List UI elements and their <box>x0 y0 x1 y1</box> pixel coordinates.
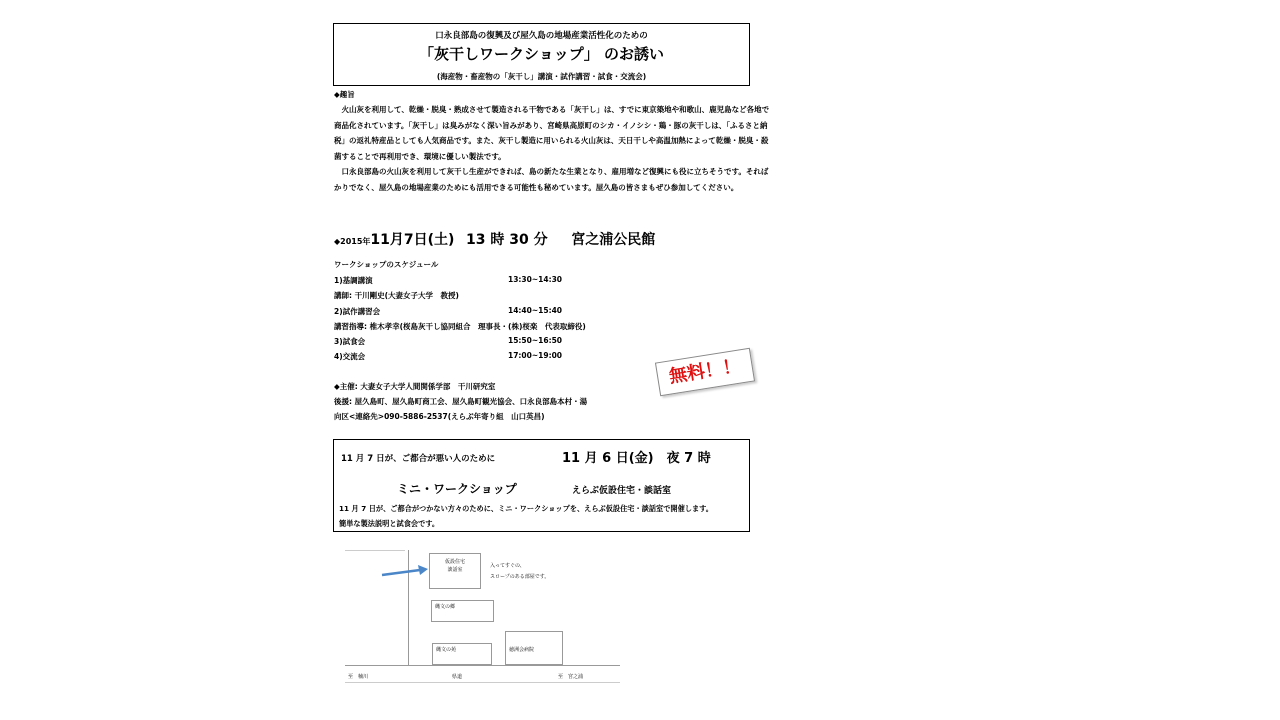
map-note-1: 入ってすぐの、 <box>490 563 525 569</box>
schedule-item-label: 1)基調講演 <box>334 276 373 285</box>
schedule-item <box>334 306 563 317</box>
event-venue: 宮之浦公民館 <box>571 232 656 248</box>
building-jomon-sono <box>432 643 492 665</box>
purpose-body <box>334 102 770 196</box>
schedule-item <box>334 336 563 347</box>
event-time: 13 時 30 分 <box>466 232 548 248</box>
mini-lead: 11 月 7 日が、ご都合が悪い人のために <box>341 454 496 464</box>
arrow-right-icon <box>380 564 430 580</box>
mini-venue: えらぶ仮設住宅・談話室 <box>572 486 672 496</box>
building-temporary-housing <box>429 553 481 589</box>
schedule-item-label: 3)試食会 <box>334 337 366 346</box>
header-subtitle-top: 口永良部島の復興及び屋久島の地場産業活性化のための <box>435 31 648 41</box>
road-label-right: 至 宮之浦 <box>558 674 584 680</box>
building-jomon-sono-label: 縄文の苑 <box>436 647 457 653</box>
event-date-line <box>334 229 655 249</box>
header-box <box>333 23 750 86</box>
schedule-item <box>334 275 563 286</box>
mini-desc-1: 11 月 7 日が、ご都合がつかない方々のために、ミニ・ワークショップを、えらぶ仮設住宅・談話室で開催します。 <box>339 504 713 513</box>
building-jomon-sato-label: 縄文の郷 <box>435 604 456 610</box>
schedule-item-label: 講習指導: 椎木孝幸(桜島灰干し協同組合 理事長・(株)桜楽 代表取締役) <box>334 322 586 331</box>
organizer-main: ◆主催: 大妻女子大学人間関係学部 干川研究室 <box>334 382 496 391</box>
schedule-item-label: 2)試作講習会 <box>334 307 381 316</box>
organizer-support-2: 向区<連絡先>090-5886-2537(えらぶ年寄り組 山口英昌) <box>334 412 545 421</box>
organizer-support-1: 後援: 屋久島町、屋久島町商工会、屋久島町観光協会、口永良部島本村・湯 <box>334 397 588 406</box>
road-label-center: 県道 <box>452 674 463 680</box>
schedule-item-label: 4)交流会 <box>334 352 366 361</box>
building-hospital <box>505 631 563 665</box>
mini-desc-2: 簡単な製法説明と試食会です。 <box>339 519 440 528</box>
building-jomon-sato <box>431 600 494 622</box>
purpose-paragraph-2: 口永良部島の火山灰を利用して灰干し生産ができれば、島の新たな生業となり、雇用増など復興にも役に立ちそうです。そればかりでなく、屋久島の地場産業のためにも活用できる可能性も秘めています。屋久島の皆さまもぜひ参加してください。 <box>334 167 769 192</box>
event-prefix: ◆2015年 <box>334 237 371 246</box>
map-top-line <box>345 550 405 551</box>
purpose-paragraph-1: 火山灰を利用して、乾燥・脱臭・熟成させて製造される干物である「灰干し」は、すでに東京築地や和歌山、鹿児島など各地で商品化されています。「灰干し」は臭みがなく深い旨みがあり、宮崎県高原町のシカ・イノシシ・鶏・豚の灰干しは、「ふるさと納税」の返礼特産品としても人気商品です。また、灰干し製造に用いられる火山灰は、天日干しや高温加熱によって乾燥・脱臭・殺菌することで再利用でき、環境に優しい製法です。 <box>334 105 770 161</box>
page-title: 「灰干しワークショップ」 のお誘い <box>419 45 664 63</box>
mini-date-time: 11 月 6 日(金) 夜 7 時 <box>562 451 711 466</box>
schedule-item <box>334 351 563 362</box>
building-temporary-housing-label: 仮設住宅 談話室 <box>444 559 465 573</box>
free-stamp: 無料！！ <box>655 348 755 397</box>
mini-workshop-box <box>333 439 750 532</box>
road-label-left: 至 楠川 <box>348 674 369 680</box>
schedule-item-time: 14:40~15:40 <box>508 306 563 315</box>
purpose-heading: ◆趣旨 <box>334 90 355 99</box>
schedule-item-time: 15:50~16:50 <box>508 336 563 345</box>
road-horizontal <box>345 665 620 666</box>
schedule-item-time: 17:00~19:00 <box>508 351 563 360</box>
schedule-item <box>334 290 459 301</box>
mini-title: ミニ・ワークショップ <box>397 482 517 496</box>
schedule-item-time: 13:30~14:30 <box>508 275 563 284</box>
map <box>340 545 625 685</box>
road-horizontal-lower <box>345 682 620 683</box>
map-note-2: スロープのある部屋です。 <box>490 574 550 580</box>
building-hospital-label: 徳洲会病院 <box>509 647 535 653</box>
event-date: 11月7日(土) <box>370 232 455 248</box>
header-subtitle-bottom: (海産物・畜産物の「灰干し」講演・試作講習・試食・交流会) <box>436 72 647 81</box>
schedule-item <box>334 321 586 332</box>
schedule-item-label: 講師: 干川剛史(大妻女子大学 教授) <box>334 291 459 300</box>
schedule-heading: ワークショップのスケジュール <box>334 260 439 269</box>
